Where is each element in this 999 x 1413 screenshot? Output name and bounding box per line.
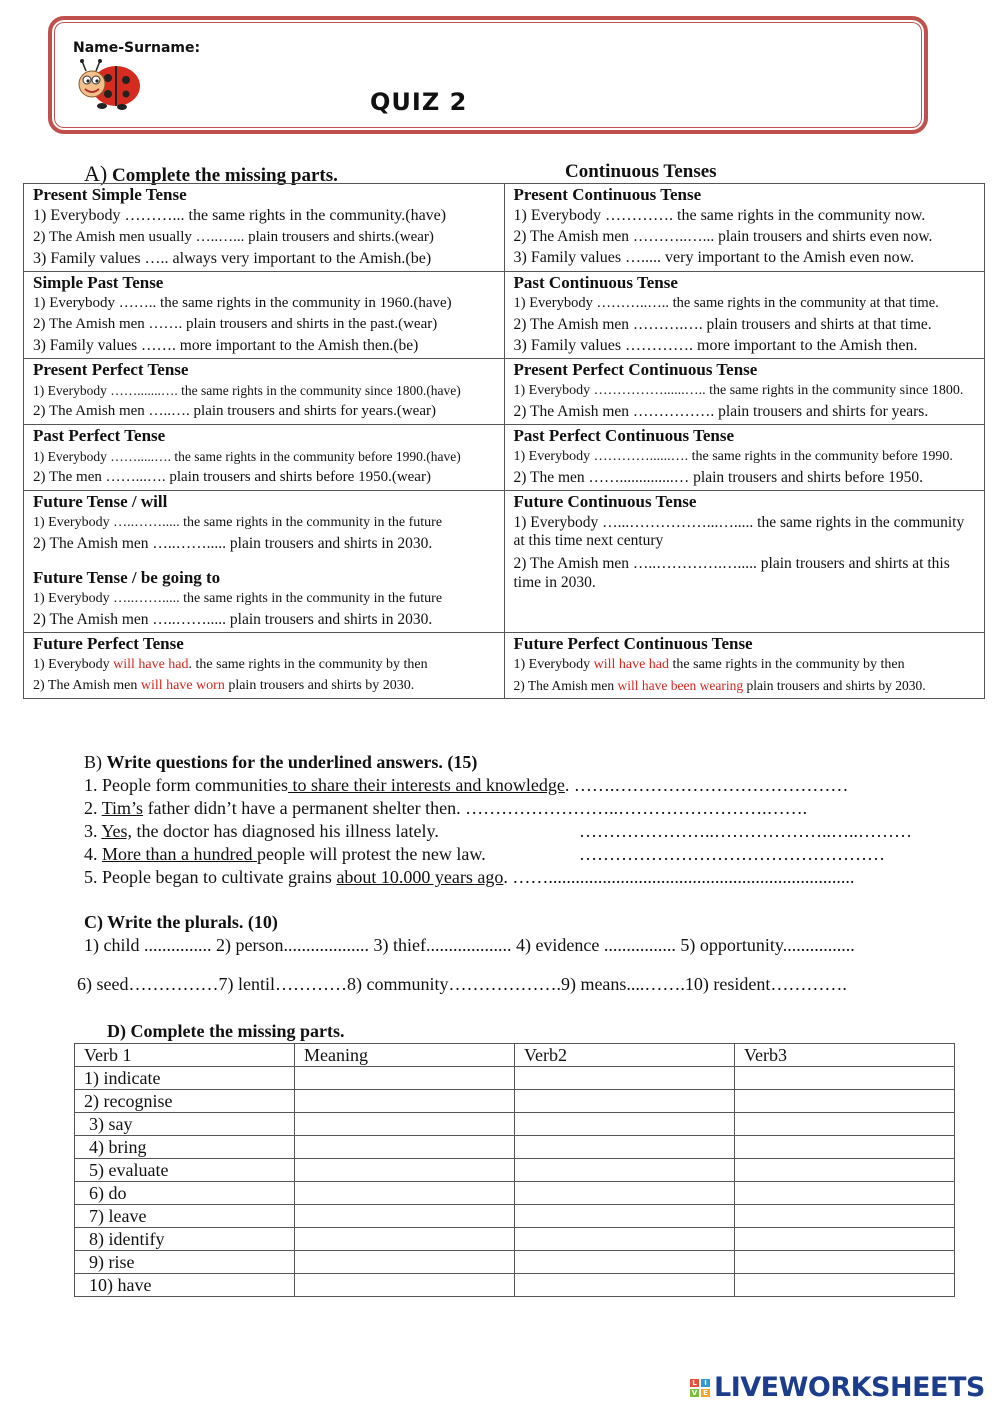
sentence: 1) Everybody …….......…. the same rights in the community since 1800.(have) bbox=[33, 383, 461, 398]
sentence: 2) The Amish men ………..…... plain trousers and shirts even now. bbox=[513, 228, 933, 245]
answer-cell[interactable] bbox=[515, 1159, 735, 1182]
answer-cell[interactable] bbox=[295, 1251, 515, 1274]
tense-name: Past Continuous Tense bbox=[513, 273, 678, 292]
tense-cell bbox=[24, 272, 505, 359]
plurals-line: 1) child ............... 2) person................... 3) thief................... 4) evidence ................ 5) opportunity................ bbox=[84, 935, 855, 955]
verb-cell: 3) say bbox=[75, 1113, 295, 1136]
table-row bbox=[24, 359, 985, 425]
tense-cell bbox=[504, 633, 985, 699]
answer-cell[interactable] bbox=[735, 1251, 955, 1274]
answer-cell[interactable] bbox=[295, 1274, 515, 1297]
underlined-answer: about 10.000 years ago bbox=[336, 867, 504, 887]
question-line: 1. People form communities to share their interests and knowledge. …….………………………………… bbox=[84, 775, 849, 795]
table-header-row bbox=[75, 1044, 955, 1067]
tense-cell bbox=[504, 272, 985, 359]
sentence: 2) The Amish men …..……..... plain trousers and shirts in 2030. bbox=[33, 611, 433, 628]
tense-cell bbox=[504, 359, 985, 425]
sentence: 3) Family values ……. more important to the Amish then.(be) bbox=[33, 337, 419, 354]
sentence: 2) The Amish men will have been wearing plain trousers and shirts by 2030. bbox=[513, 678, 926, 693]
tense-name: Present Continuous Tense bbox=[513, 185, 702, 204]
answer-cell[interactable] bbox=[735, 1159, 955, 1182]
sentence: 1) Everybody …………......…. the same rights in the community before 1990. bbox=[513, 449, 953, 464]
tense-cell bbox=[24, 359, 505, 425]
verb-cell: 4) bring bbox=[75, 1136, 295, 1159]
sentence: 1) Everybody …..……..... the same rights in the community in the future bbox=[33, 591, 443, 606]
section-b bbox=[84, 751, 912, 889]
table-row bbox=[75, 1090, 955, 1113]
answer-cell[interactable] bbox=[515, 1136, 735, 1159]
sentence: 2) The Amish men ……….…. plain trousers and shirts at that time. bbox=[513, 316, 932, 333]
tense-name: Present Perfect Continuous Tense bbox=[513, 360, 758, 379]
sentence: 2) The men ……...…. plain trousers and shirts before 1950.(wear) bbox=[33, 469, 431, 485]
section-c-title: C) Write the plurals. (10) bbox=[84, 912, 278, 932]
answer-cell[interactable] bbox=[515, 1090, 735, 1113]
answer-cell[interactable] bbox=[515, 1182, 735, 1205]
verb-cell: 10) have bbox=[75, 1274, 295, 1297]
underlined-answer: Tim’s bbox=[101, 798, 144, 818]
sentence: 2) The Amish men will have worn plain trousers and shirts by 2030. bbox=[33, 678, 415, 693]
sentence: 2) The Amish men …..………….…..... plain trousers and shirts at this time in 2030. bbox=[513, 555, 950, 591]
table-row bbox=[75, 1113, 955, 1136]
answer-cell[interactable] bbox=[515, 1251, 735, 1274]
answer-cell[interactable] bbox=[515, 1274, 735, 1297]
header-frame bbox=[48, 16, 928, 134]
tense-name: Simple Past Tense bbox=[33, 273, 164, 292]
answer-cell[interactable] bbox=[735, 1274, 955, 1297]
tense-name: Present Simple Tense bbox=[33, 185, 187, 204]
answer-cell[interactable] bbox=[295, 1136, 515, 1159]
tense-cell bbox=[504, 184, 985, 272]
tense-name: Present Perfect Tense bbox=[33, 360, 189, 379]
answer-cell[interactable] bbox=[295, 1067, 515, 1090]
answer-text: will have worn bbox=[140, 678, 225, 693]
column-header: Meaning bbox=[295, 1044, 515, 1067]
underlined-answer: to share their interests and knowledge bbox=[287, 775, 565, 795]
table-row bbox=[24, 184, 985, 272]
tense-cell bbox=[24, 184, 505, 272]
answer-cell[interactable] bbox=[515, 1228, 735, 1251]
sentence: 1) Everybody …………. the same rights in the community now. bbox=[513, 207, 926, 224]
verbs-table bbox=[74, 1043, 955, 1297]
answer-cell[interactable] bbox=[735, 1228, 955, 1251]
answer-text: will have been wearing bbox=[617, 678, 744, 693]
table-row bbox=[24, 491, 985, 633]
liveworksheets-logo[interactable] bbox=[690, 1372, 985, 1403]
sentence: 3) Family values …………. more important to the Amish then. bbox=[513, 337, 918, 354]
sentence: 2) The Amish men ……. plain trousers and shirts in the past.(wear) bbox=[33, 316, 438, 332]
sentence: 1) Everybody will have had. the same rights in the community by then bbox=[33, 657, 428, 672]
section-b-title: B) Write questions for the underlined answers. (15) bbox=[84, 752, 478, 772]
sentence: 1) Everybody will have had the same rights in the community by then bbox=[513, 657, 905, 672]
logo-grid-icon: L I V E bbox=[690, 1379, 710, 1397]
tense-name: Future Perfect Tense bbox=[33, 634, 184, 653]
question-line: 4. More than a hundred people will protest the new law. …………………………………………… bbox=[84, 844, 885, 864]
table-row bbox=[75, 1159, 955, 1182]
table-row bbox=[75, 1136, 955, 1159]
section-a-instruction: Complete the missing parts. bbox=[111, 165, 338, 186]
sentence: 1) Everybody …….....…. the same rights in the community before 1990.(have) bbox=[33, 449, 461, 464]
tense-cell bbox=[24, 633, 505, 699]
verb-cell: 5) evaluate bbox=[75, 1159, 295, 1182]
table-row bbox=[24, 633, 985, 699]
answer-cell[interactable] bbox=[295, 1113, 515, 1136]
table-row bbox=[24, 425, 985, 491]
logo-text: LIVEWORKSHEETS bbox=[714, 1372, 985, 1403]
ladybug-icon bbox=[72, 56, 144, 112]
answer-cell[interactable] bbox=[735, 1182, 955, 1205]
answer-cell[interactable] bbox=[735, 1090, 955, 1113]
column-header: Verb2 bbox=[515, 1044, 735, 1067]
answer-cell[interactable] bbox=[735, 1113, 955, 1136]
sentence: 1) Everybody ………..….. the same rights in the community at that time. bbox=[513, 295, 939, 311]
sentence: 3) Family values ….. always very important to the Amish.(be) bbox=[33, 250, 432, 267]
table-row bbox=[75, 1274, 955, 1297]
answer-cell[interactable] bbox=[515, 1205, 735, 1228]
sentence: 1) Everybody ……………......….. the same rights in the community since 1800. bbox=[513, 383, 964, 398]
tense-name: Past Perfect Continuous Tense bbox=[513, 426, 735, 445]
table-row bbox=[75, 1251, 955, 1274]
answer-cell[interactable] bbox=[515, 1067, 735, 1090]
underlined-answer: More than a hundred bbox=[102, 844, 257, 864]
answer-cell[interactable] bbox=[735, 1205, 955, 1228]
table-row bbox=[75, 1182, 955, 1205]
sentence: 2) The Amish men …..……..... plain trousers and shirts in 2030. bbox=[33, 535, 433, 552]
tense-name: Past Perfect Tense bbox=[33, 426, 166, 445]
sentence: 1) Everybody …..……..... the same rights in the community in the future bbox=[33, 515, 443, 530]
name-surname-label: Name-Surname: bbox=[73, 40, 201, 56]
quiz-title: QUIZ 2 bbox=[370, 88, 468, 116]
tense-cell bbox=[504, 425, 985, 491]
verb-cell: 1) indicate bbox=[75, 1067, 295, 1090]
section-d-title: D) Complete the missing parts. bbox=[107, 1021, 345, 1041]
verb-cell: 9) rise bbox=[75, 1251, 295, 1274]
answer-cell[interactable] bbox=[515, 1113, 735, 1136]
sentence: 2) The Amish men usually …..…... plain trousers and shirts.(wear) bbox=[33, 229, 434, 245]
tense-name: Future Tense / will bbox=[33, 492, 168, 511]
question-line: 5. People began to cultivate grains about 10.000 years ago. …….................................................................... bbox=[84, 867, 855, 887]
answer-cell[interactable] bbox=[295, 1159, 515, 1182]
sentence: 2) The men ……..............… plain trousers and shirts before 1950. bbox=[513, 469, 924, 486]
sentence: 1) Everybody …….. the same rights in the community in 1960.(have) bbox=[33, 295, 452, 311]
tense-name: Future Tense / be going to bbox=[33, 568, 221, 587]
answer-cell[interactable] bbox=[735, 1136, 955, 1159]
verb-cell: 7) leave bbox=[75, 1205, 295, 1228]
tense-name: Future Continuous Tense bbox=[513, 492, 697, 511]
answer-text: will have had bbox=[593, 657, 670, 672]
answer-cell[interactable] bbox=[295, 1228, 515, 1251]
verb-cell: 2) recognise bbox=[75, 1090, 295, 1113]
tense-cell bbox=[24, 491, 505, 633]
sentence: 2) The Amish men …..…. plain trousers and shirts for years.(wear) bbox=[33, 403, 436, 419]
section-a-letter: A) bbox=[84, 161, 108, 186]
sentence: 1) Everybody ………... the same rights in the community.(have) bbox=[33, 207, 447, 224]
verb-cell: 6) do bbox=[75, 1182, 295, 1205]
question-line: 3. Yes, the doctor has diagnosed his illness lately. …………………..………………..…..……… bbox=[84, 821, 912, 841]
answer-cell[interactable] bbox=[735, 1067, 955, 1090]
answer-text: will have had bbox=[113, 657, 189, 672]
tense-name: Future Perfect Continuous Tense bbox=[513, 634, 753, 653]
column-header: Verb 1 bbox=[75, 1044, 295, 1067]
answer-cell[interactable] bbox=[295, 1205, 515, 1228]
question-line: 2. Tim’s father didn’t have a permanent shelter then. ……………………..…………………….……. bbox=[84, 798, 808, 818]
table-row bbox=[24, 272, 985, 359]
table-row bbox=[75, 1067, 955, 1090]
tense-cell bbox=[24, 425, 505, 491]
sentence: 3) Family values …..... very important to the Amish even now. bbox=[513, 249, 915, 266]
underlined-answer: Yes, bbox=[101, 821, 133, 841]
table-row bbox=[75, 1205, 955, 1228]
verb-cell: 8) identify bbox=[75, 1228, 295, 1251]
table-row bbox=[75, 1228, 955, 1251]
column-header: Verb3 bbox=[735, 1044, 955, 1067]
tense-cell bbox=[504, 491, 985, 633]
plurals-line: 6) seed……………7) lentil…………8) community……………….9) means....…….10) resident…………. bbox=[77, 974, 847, 994]
answer-cell[interactable] bbox=[295, 1182, 515, 1205]
section-b-letter: B) bbox=[84, 752, 102, 772]
section-a-subtitle: Continuous Tenses bbox=[565, 161, 717, 182]
answer-cell[interactable] bbox=[295, 1090, 515, 1113]
sentence: 1) Everybody …...……………...…..... the same rights in the community at this time next century bbox=[513, 514, 965, 549]
sentence: 2) The Amish men ……………. plain trousers and shirts for years. bbox=[513, 403, 929, 420]
tenses-table bbox=[23, 183, 985, 699]
